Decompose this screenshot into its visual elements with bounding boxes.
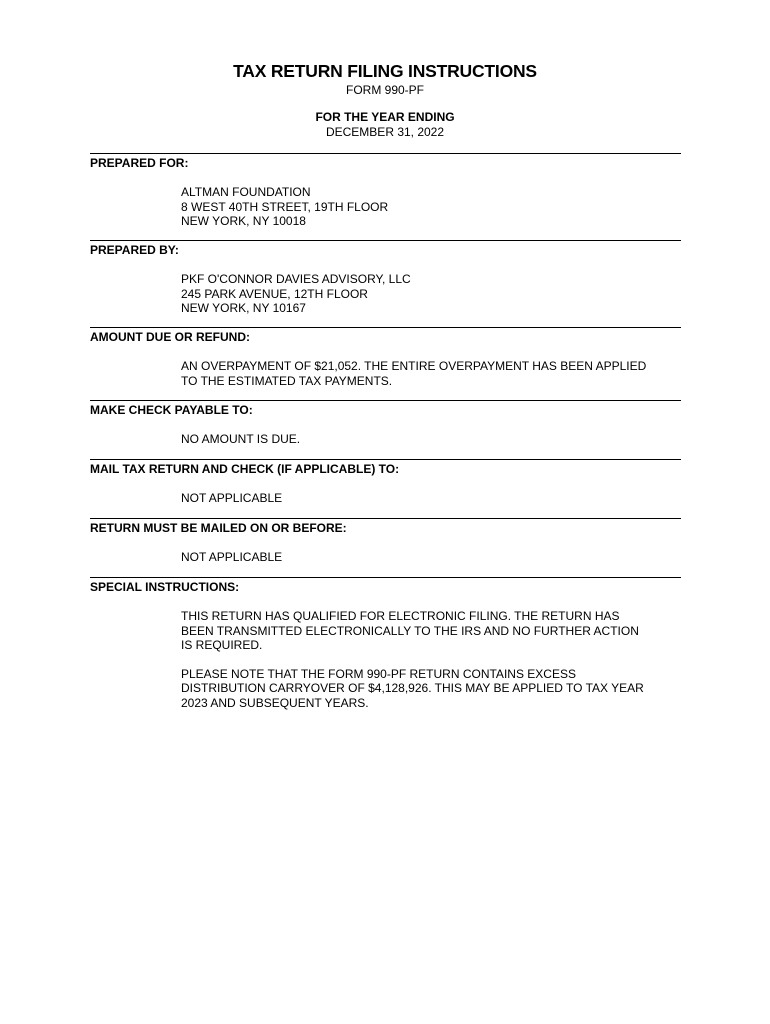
section-divider xyxy=(90,400,681,401)
section-prepared-by xyxy=(90,240,681,316)
section-divider xyxy=(90,459,681,460)
section-body xyxy=(181,491,681,506)
section-heading: MAIL TAX RETURN AND CHECK (IF APPLICABLE) TO: xyxy=(90,462,400,476)
address-line: ALTMAN FOUNDATION xyxy=(181,185,311,199)
section-body xyxy=(181,609,681,710)
text-line: IS REQUIRED. xyxy=(181,638,263,652)
year-ending-date: DECEMBER 31, 2022 xyxy=(325,125,445,139)
instruction-paragraph xyxy=(181,667,681,711)
section-heading: SPECIAL INSTRUCTIONS: xyxy=(90,580,240,594)
text-line: TO THE ESTIMATED TAX PAYMENTS. xyxy=(181,373,393,388)
section-special-instructions xyxy=(90,577,681,710)
text-line: THIS RETURN HAS QUALIFIED FOR ELECTRONIC FILING. THE RETURN HAS xyxy=(181,609,620,623)
section-heading: MAKE CHECK PAYABLE TO: xyxy=(90,403,253,417)
text-line: PLEASE NOTE THAT THE FORM 990-PF RETURN CONTAINS EXCESS xyxy=(181,666,576,681)
text-line: NO AMOUNT IS DUE. xyxy=(181,432,301,446)
text-line: AN OVERPAYMENT OF $21,052. THE ENTIRE OVERPAYMENT HAS BEEN APPLIED xyxy=(181,359,647,373)
text-line: BEEN TRANSMITTED ELECTRONICALLY TO THE IRS AND NO FURTHER ACTION xyxy=(181,623,639,638)
section-divider xyxy=(90,240,681,241)
section-body xyxy=(181,359,681,388)
section-heading: AMOUNT DUE OR REFUND: xyxy=(90,330,250,344)
section-amount-due xyxy=(90,327,681,388)
section-body xyxy=(181,272,681,316)
section-body xyxy=(181,185,681,229)
address-line: 8 WEST 40TH STREET, 19TH FLOOR xyxy=(181,199,389,214)
address-line: 245 PARK AVENUE, 12TH FLOOR xyxy=(181,286,368,301)
instruction-paragraph xyxy=(181,609,681,653)
address-line: NEW YORK, NY 10167 xyxy=(181,301,306,315)
address-line: PKF O'CONNOR DAVIES ADVISORY, LLC xyxy=(181,272,411,286)
section-heading: RETURN MUST BE MAILED ON OR BEFORE: xyxy=(90,521,347,535)
section-heading: PREPARED BY: xyxy=(90,243,179,257)
text-line: NOT APPLICABLE xyxy=(181,491,283,505)
section-mail-to xyxy=(90,459,681,506)
year-ending-label: FOR THE YEAR ENDING xyxy=(315,110,455,124)
section-divider xyxy=(90,327,681,328)
section-divider xyxy=(90,577,681,578)
text-line: DISTRIBUTION CARRYOVER OF $4,128,926. THIS MAY BE APPLIED TO TAX YEAR xyxy=(181,681,644,695)
section-mail-before xyxy=(90,518,681,565)
section-payable-to xyxy=(90,400,681,447)
section-divider xyxy=(90,153,681,154)
section-body xyxy=(181,550,681,565)
section-heading: PREPARED FOR: xyxy=(90,156,189,170)
text-line: 2023 AND SUBSEQUENT YEARS. xyxy=(181,695,369,710)
address-line: NEW YORK, NY 10018 xyxy=(181,214,306,228)
text-line: NOT APPLICABLE xyxy=(181,550,283,564)
section-body xyxy=(181,432,681,447)
form-name: FORM 990-PF xyxy=(345,83,424,97)
section-prepared-for xyxy=(90,153,681,229)
section-divider xyxy=(90,518,681,519)
document-title: TAX RETURN FILING INSTRUCTIONS xyxy=(233,61,537,81)
